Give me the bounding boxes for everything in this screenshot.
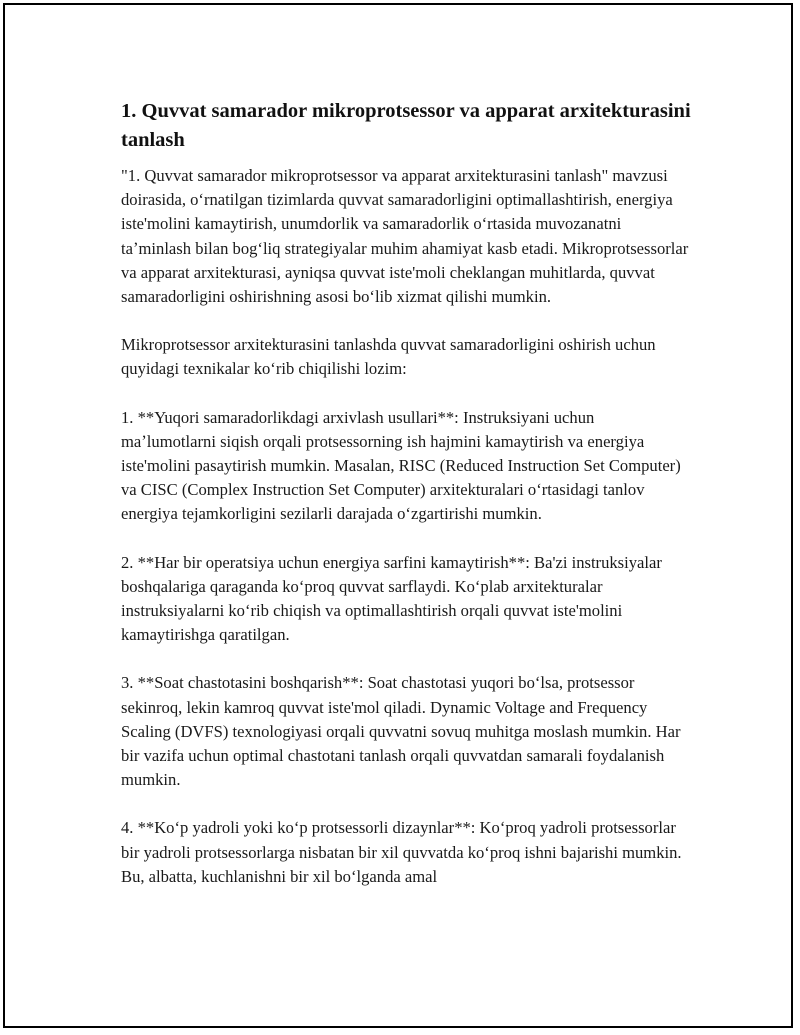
document-body [121,97,691,913]
intro-paragraph: "1. Quvvat samarador mikroprotsessor va apparat arxitekturasini tanlash" mavzusi doirasida, oʻrnatilgan tizimlarda quvvat samaradorligini optimallashtirish, energiya iste'molini kamaytirish, unumdorlik va samaradorlik oʻrtasida muvozanatni taʼminlash bilan bogʻliq strategiyalar muhim ahamiyat kasb etadi. Mikroprotsessorlar va apparat arxitekturasi, ayniqsa quvvat iste'moli cheklangan muhitlarda, quvvat samaradorligini oshirishning asosi boʻlib xizmat qilishi mumkin. [121,166,689,307]
technique-4-paragraph: 4. **Koʻp yadroli yoki koʻp protsessorli dizaynlar**: Koʻproq yadroli protsessorlar bir yadroli protsessorlarga nisbatan bir xil quvvatda koʻproq ishni bajarishi mumkin. Bu, albatta, kuchlanishni bir xil boʻlganda amal [121,818,682,886]
section-heading: 1. Quvvat samarador mikroprotsessor va apparat arxitekturasini tanlash [121,100,691,151]
document-page [3,3,793,1028]
technique-2-paragraph: 2. **Har bir operatsiya uchun energiya sarfini kamaytirish**: Ba'zi instruksiyalar boshqalariga qaraganda koʻproq quvvat sarflaydi. Koʻplab arxitekturalar instruksiyalarni koʻrib chiqish va optimallashtirish orqali quvvat iste'molini kamaytirishga qaratilgan. [121,552,662,645]
technique-1-paragraph: 1. **Yuqori samaradorlikdagi arxivlash usullari**: Instruksiyani uchun maʼlumotlarni siqish orqali protsessorning ish hajmini kamaytirish va energiya iste'molini pasaytirish mumkin. Masalan, RISC (Reduced Instruction Set Computer) va CISC (Complex Instruction Set Computer) arxitekturalari oʻrtasidagi tanlov energiya tejamkorligini sezilarli darajada oʻzgartirishi mumkin. [121,407,681,524]
techniques-intro-paragraph: Mikroprotsessor arxitekturasini tanlashda quvvat samaradorligini oshirish uchun quyidagi texnikalar koʻrib chiqilishi lozim: [121,335,656,379]
technique-3-paragraph: 3. **Soat chastotasini boshqarish**: Soat chastotasi yuqori boʻlsa, protsessor sekinroq, lekin kamroq quvvat iste'mol qiladi. Dynamic Voltage and Frequency Scaling (DVFS) texnologiyasi orqali quvvatni sovuq muhitga moslash mumkin. Har bir vazifa uchun optimal chastotani tanlash orqali quvvatdan samarali foydalanish mumkin. [121,673,681,790]
